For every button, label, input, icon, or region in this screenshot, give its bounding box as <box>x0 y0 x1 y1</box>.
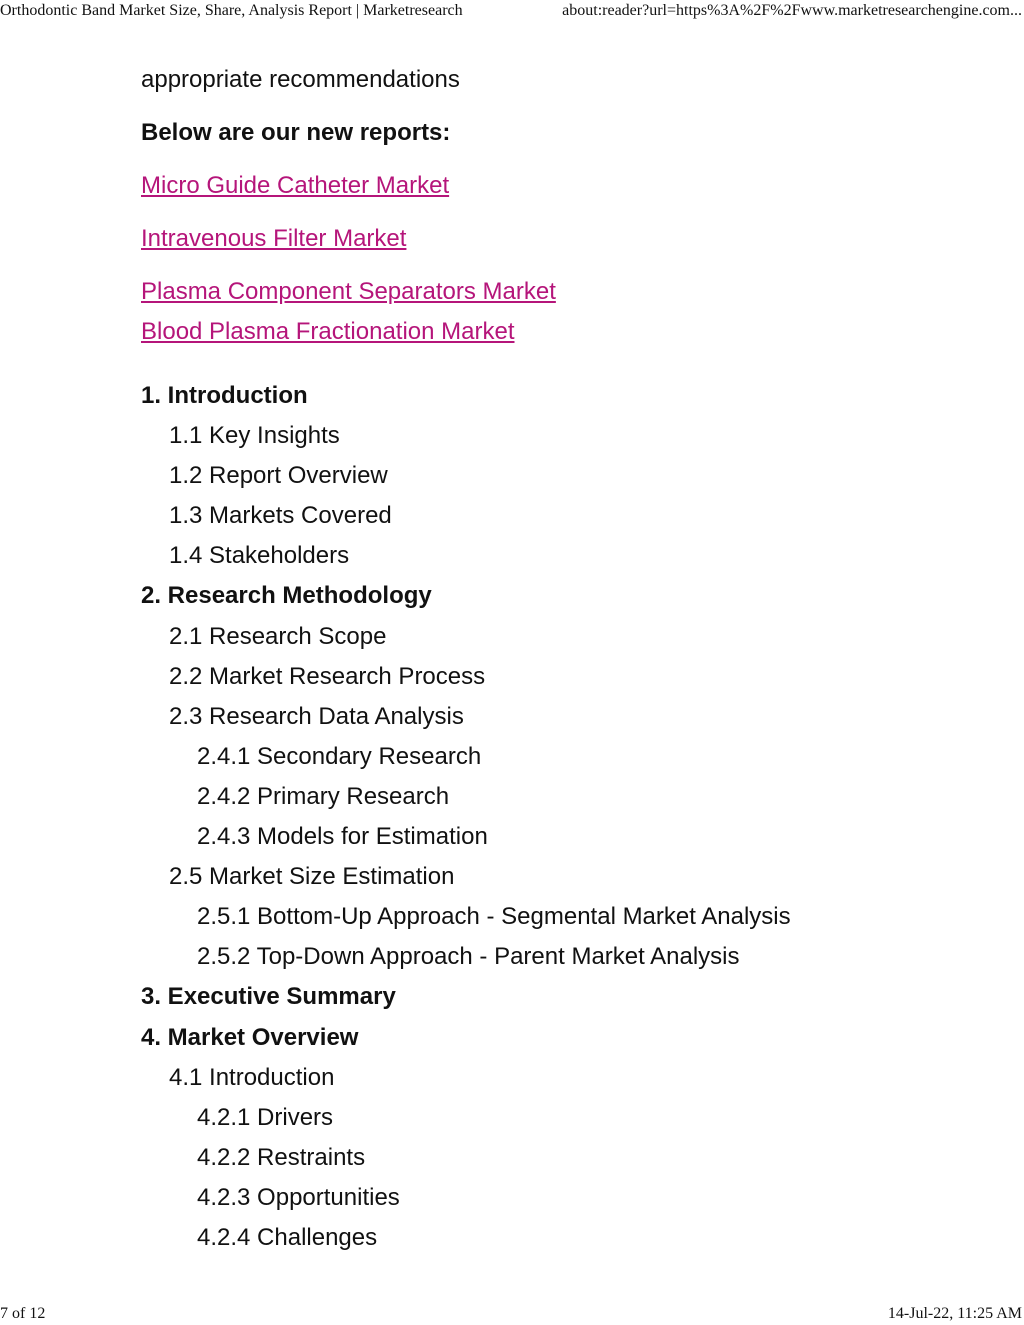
toc-item: 2.5.1 Bottom-Up Approach - Segmental Market Analysis <box>197 903 791 931</box>
toc-item: 1.1 Key Insights <box>169 422 340 450</box>
toc-item: 4.2.2 Restraints <box>197 1143 366 1171</box>
page-url: about:reader?url=https%3A%2F%2Fwww.marketresearchengine.com... <box>562 2 1022 19</box>
intro-fragment: appropriate recommendations <box>141 66 460 93</box>
toc-item: 2.4.2 Primary Research <box>197 782 450 810</box>
toc-item: 2.1 Research Scope <box>169 622 387 650</box>
toc-section-heading: 4. Market Overview <box>141 1023 359 1051</box>
toc-section-heading: 2. Research Methodology <box>141 582 432 610</box>
report-link-intravenous-filter[interactable]: Intravenous Filter Market <box>141 225 407 252</box>
toc-item: 4.2.4 Challenges <box>197 1223 378 1251</box>
report-link-plasma-component-separators[interactable]: Plasma Component Separators Market <box>141 278 556 305</box>
toc-item: 2.5 Market Size Estimation <box>169 863 455 891</box>
report-link-blood-plasma-fractionation[interactable]: Blood Plasma Fractionation Market <box>141 318 515 345</box>
toc-item: 4.2.3 Opportunities <box>197 1183 400 1211</box>
toc-item: 1.2 Report Overview <box>169 462 388 490</box>
toc-section-heading: 3. Executive Summary <box>141 983 396 1011</box>
toc-item: 2.5.2 Top-Down Approach - Parent Market Analysis <box>197 943 740 971</box>
page-title: Orthodontic Band Market Size, Share, Analysis Report | Marketresearch <box>0 2 463 19</box>
print-timestamp: 14-Jul-22, 11:25 AM <box>887 1305 1022 1322</box>
report-link-micro-guide-catheter[interactable]: Micro Guide Catheter Market <box>141 172 450 199</box>
toc-item: 2.3 Research Data Analysis <box>169 702 464 730</box>
table-of-contents <box>141 376 1001 1258</box>
toc-item: 2.4.1 Secondary Research <box>197 742 482 770</box>
toc-item: 4.2.1 Drivers <box>197 1103 334 1131</box>
toc-item: 1.4 Stakeholders <box>169 542 350 570</box>
toc-section-heading: 1. Introduction <box>141 382 308 409</box>
print-header <box>0 0 1024 22</box>
print-footer <box>0 1303 1024 1325</box>
toc-item: 2.4.3 Models for Estimation <box>197 823 488 851</box>
new-reports-heading: Below are our new reports: <box>141 119 451 146</box>
toc-item: 1.3 Markets Covered <box>169 502 392 530</box>
page-indicator: 7 of 12 <box>0 1305 46 1322</box>
toc-item: 4.1 Introduction <box>169 1063 335 1091</box>
new-reports-list <box>141 169 1001 349</box>
article-content <box>141 63 1001 1258</box>
toc-item: 2.2 Market Research Process <box>169 662 486 690</box>
